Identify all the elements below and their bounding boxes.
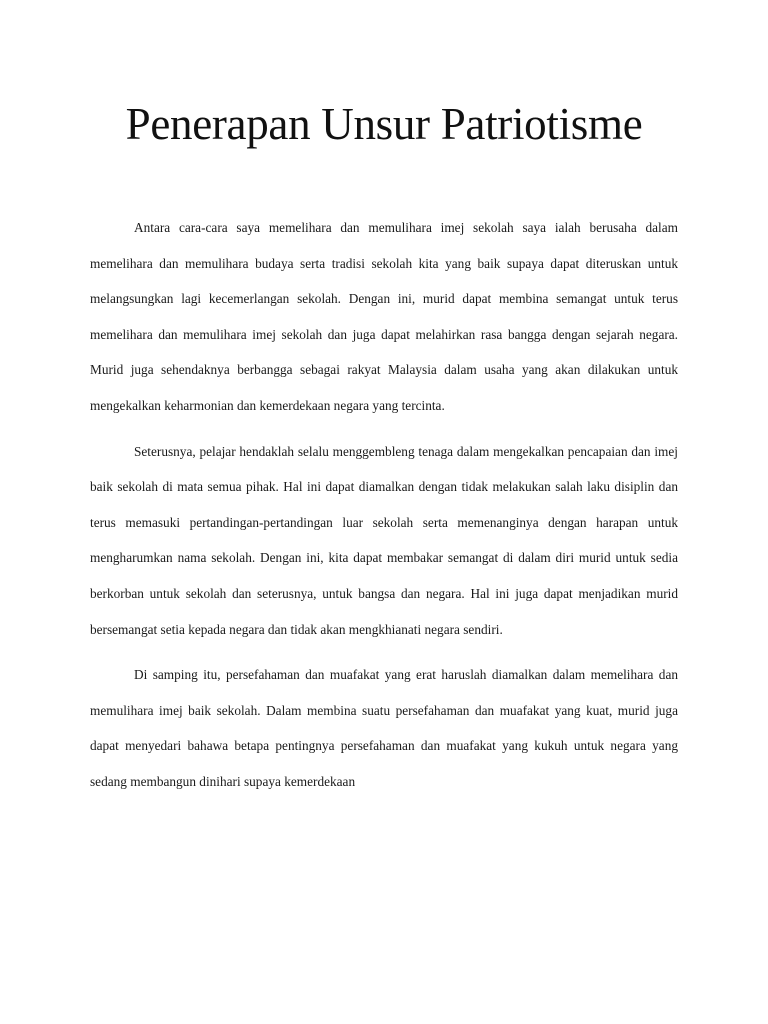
document-body <box>90 210 678 810</box>
paragraph-2: Seterusnya, pelajar hendaklah selalu menggembleng tenaga dalam mengekalkan pencapaian dan imej baik sekolah di mata semua pihak. Hal ini dapat diamalkan dengan tidak melakukan salah laku disiplin dan terus memasuki pertandingan-pertandingan luar sekolah serta memenanginya dengan harapan untuk mengharumkan nama sekolah. Dengan ini, kita dapat membakar semangat di dalam diri murid untuk sedia berkorban untuk sekolah dan seterusnya, untuk bangsa dan negara. Hal ini juga dapat menjadikan murid bersemangat setia kepada negara dan tidak akan mengkhianati negara sendiri. <box>90 443 678 637</box>
paragraph-3: Di samping itu, persefahaman dan muafakat yang erat haruslah diamalkan dalam memelihara dan memulihara imej baik sekolah. Dalam membina suatu persefahaman dan muafakat yang kuat, murid juga dapat menyedari bahawa betapa pentingnya persefahaman dan muafakat yang kukuh untuk negara yang sedang membangun dinihari supaya kemerdekaan <box>90 667 678 789</box>
document-title: Penerapan Unsur Patriotisme <box>125 99 643 149</box>
paragraph-1: Antara cara-cara saya memelihara dan memulihara imej sekolah saya ialah berusaha dalam memelihara dan memulihara budaya serta tradisi sekolah kita yang baik supaya dapat diteruskan untuk melangsungkan lagi kecemerlangan sekolah. Dengan ini, murid dapat membina semangat untuk terus memelihara dan memulihara imej sekolah dan juga dapat melahirkan rasa bangga dengan sejarah negara. Murid juga sehendaknya berbangga sebagai rakyat Malaysia dalam usaha yang akan dilakukan untuk mengekalkan keharmonian dan kemerdekaan negara yang tercinta. <box>90 220 678 413</box>
